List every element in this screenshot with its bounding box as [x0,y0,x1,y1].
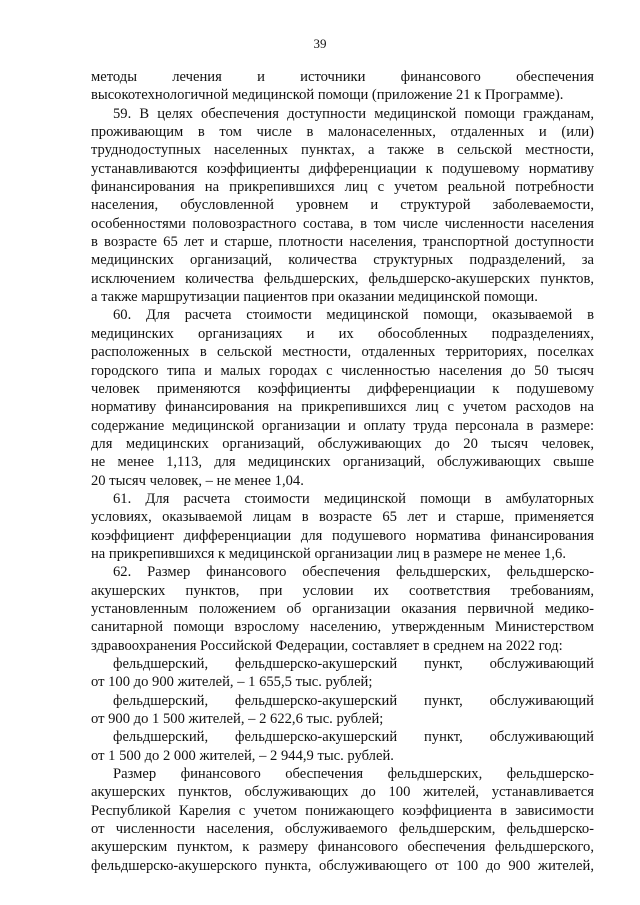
text-line: не менее 1,113, для медицинских организаций, обслуживающих свыше [91,454,594,471]
text-line: расположенных в сельской местности, отдаленных территориях, поселках [91,344,594,361]
text-line: установленным положением об организации оказания первичной медико- [91,600,594,617]
text-line: медицинских организаций, количества структурных подразделений, за [91,252,594,269]
text-line: от 100 до 900 жителей, – 1 655,5 тыс. рублей; [91,674,373,691]
page-number: 39 [313,36,327,51]
text-line: акушерским пунктом, к размеру финансового обеспечения фельдшерского, [91,839,594,856]
text-line: устанавливаются коэффициенты дифференциации к подушевому нормативу [91,160,594,177]
text-line: 20 тысяч человек, – не менее 1,04. [91,472,304,489]
text-line: а также маршрутизации пациентов при оказании медицинской помощи. [91,289,538,306]
text-line: условиях, оказываемой лицам в возрасте 65 лет и старше, применяется [91,509,594,526]
text-line: Республикой Карелия с учетом понижающего коэффициента в зависимости [91,802,594,819]
text-line: акушерских пунктов, обслуживающих до 100 жителей, устанавливается [91,784,594,801]
text-line: Размер финансового обеспечения фельдшерских, фельдшерско- [113,766,594,783]
text-line: населения, обусловленной уровнем и структурой заболеваемости, [91,197,594,214]
text-line: от 900 до 1 500 жителей, – 2 622,6 тыс. рублей; [91,711,384,728]
text-line: медицинских организациях и их обособленных подразделениях, [91,325,594,342]
text-line: 60. Для расчета стоимости медицинской помощи, оказываемой в [113,307,594,324]
text-line: нормативу финансирования на прикрепившихся лиц с учетом расходов на [91,399,594,416]
text-line: фельдшерский, фельдшерско-акушерский пункт, обслуживающий [113,729,594,746]
text-line: фельдшерский, фельдшерско-акушерский пункт, обслуживающий [113,692,594,709]
text-line: коэффициент дифференциации для подушевого норматива финансирования [91,527,594,544]
text-line: проживающим в том числе в малонаселенных, отдаленных и (или) [91,124,594,141]
text-line: от численности населения, обслуживаемого фельдшерским, фельдшерско- [91,821,594,838]
text-line: в возрасте 65 лет и старше, плотности населения, транспортной доступности [91,234,594,251]
text-line: 59. В целях обеспечения доступности медицинской помощи гражданам, [113,105,594,122]
text-line: содержание медицинской организации и оплату труда персонала в размере: [91,417,594,434]
text-line: высокотехнологичной медицинской помощи (приложение 21 к Программе). [91,87,564,104]
text-line: труднодоступных населенных пунктах, а также в сельской местности, [91,142,594,159]
text-line: акушерских пунктов, при условии их соответствия требованиям, [91,582,594,599]
text-line: фельдшерский, фельдшерско-акушерский пункт, обслуживающий [113,656,594,672]
text-line: фельдшерско-акушерского пункта, обслуживающего от 100 до 900 жителей, [91,857,594,874]
text-line: финансирования на прикрепившихся лиц с учетом реальной потребности [91,179,594,196]
text-line: человек применяются коэффициенты дифференциации к подушевому [91,380,594,397]
text-line: особенностями половозрастного состава, в том числе численности населения [91,215,594,232]
text-line: 61. Для расчета стоимости медицинской помощи в амбулаторных [113,490,594,507]
document-body [91,68,594,875]
text-line: здравоохранения Российской Федерации, составляет в среднем на 2022 год: [91,637,563,654]
text-line: 62. Размер финансового обеспечения фельдшерских, фельдшерско- [113,564,594,581]
text-line: санитарной помощи взрослому населению, утвержденным Министерством [91,619,594,636]
text-line: исключением количества фельдшерских, фельдшерско-акушерских пунктов, [91,270,594,287]
text-line: от 1 500 до 2 000 жителей, – 2 944,9 тыс. рублей. [91,747,394,764]
text-line: для медицинских организаций, обслуживающих до 20 тысяч человек, [91,435,594,452]
text-line: на прикрепившихся к медицинской организации лиц в размере не менее 1,6. [91,545,567,562]
text-line: методы лечения и источники финансового обеспечения [91,69,594,85]
text-line: городского типа и малых городах с численностью населения до 50 тысяч [91,362,594,379]
